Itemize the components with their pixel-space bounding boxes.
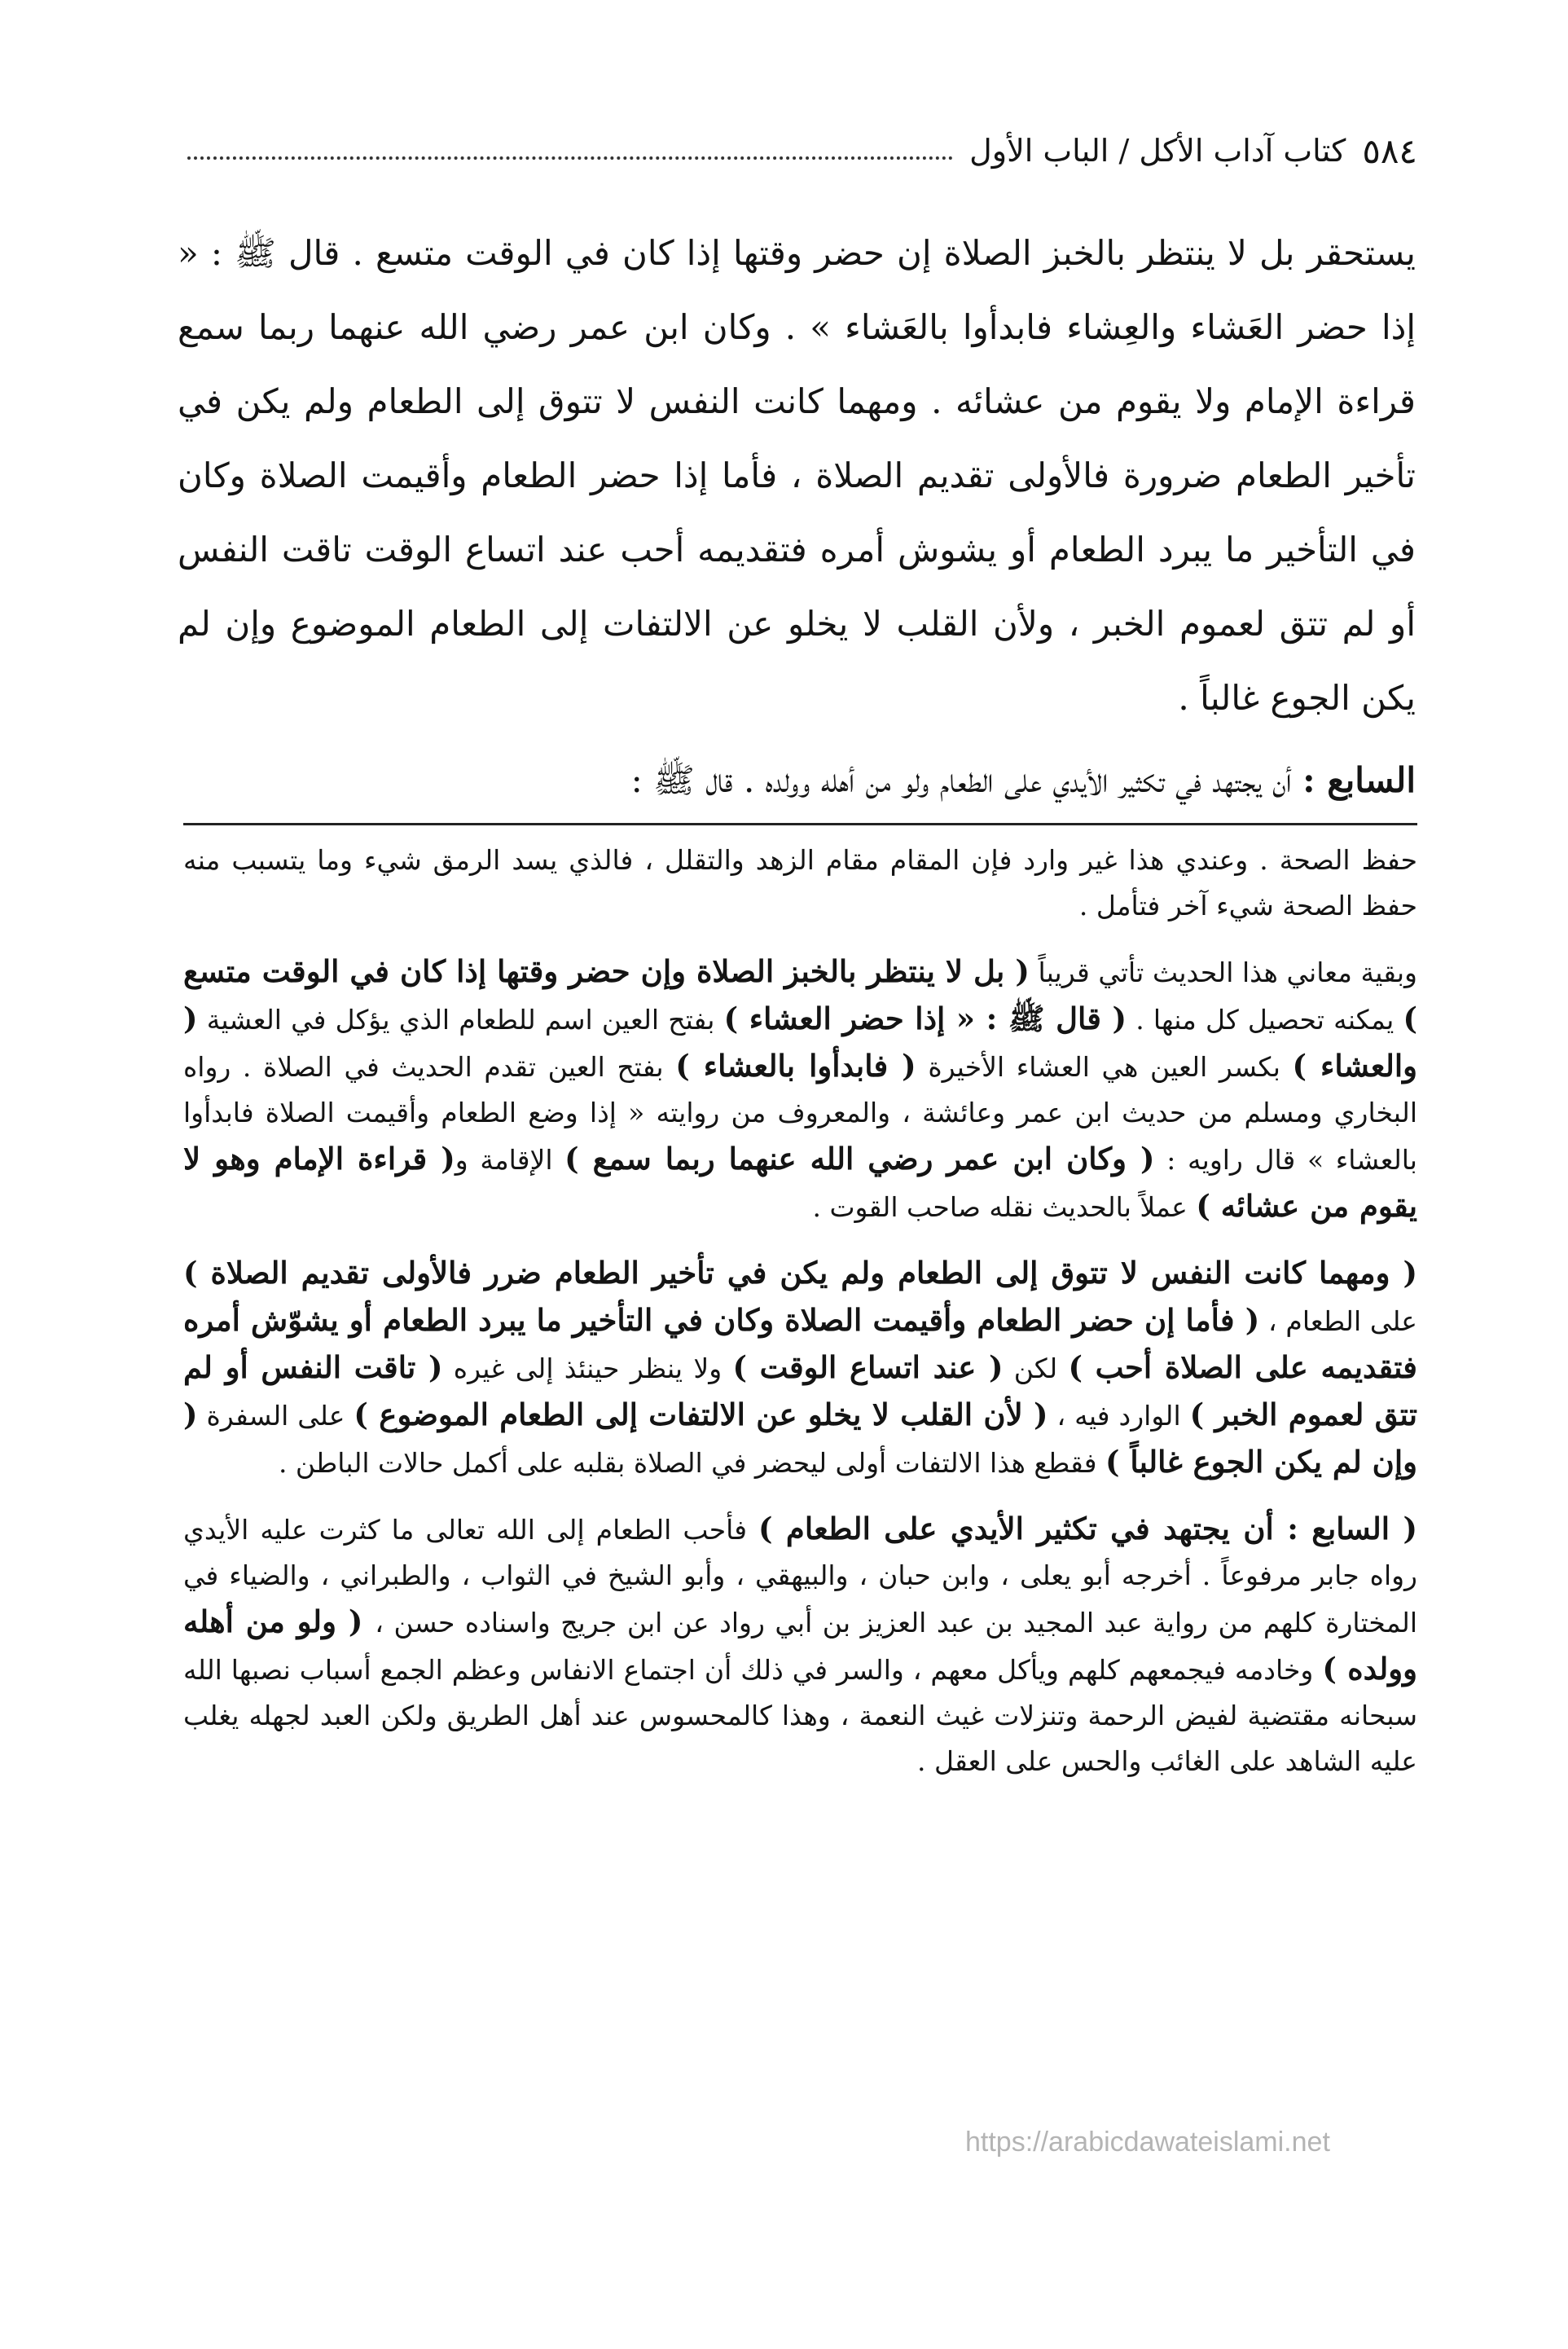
quoted-text: ( ومهما كانت النفس لا تتوق إلى الطعام ولم يكن في تأخير الطعام ضرر فالأولى تقديم الصلاة ) <box>183 1255 1417 1291</box>
commentary-text: وخادمه فيجمعهم كلهم ويأكل معهم ، والسر في ذلك أن اجتماع الانفاس وعظم الجمع أسباب نصبها الله سبحانه مقتضية لفيض الرحمة وتنزلات غيث النعمة ، وهذا كالمحسوس عند أهل الطريق ولكن العبد لجهله يغلب عليه الشاهد على الغائب والحس على العقل . <box>183 1654 1417 1777</box>
commentary-text: الوارد فيه ، <box>1056 1400 1190 1432</box>
quoted-text: ( فأما إن حضر الطعام وأقيمت الصلاة وكان في التأخير ما يبرد الطعام أو يشوّش أمره فتقديمه على الصلاة أحب ) <box>183 1302 1417 1385</box>
quoted-text: ( فابدأوا بالعشاء ) <box>675 1048 916 1084</box>
commentary-text: بكسر العين هي العشاء الأخيرة <box>928 1051 1293 1083</box>
commentary-section <box>183 838 1417 1804</box>
commentary-text: بفتح العين اسم للطعام الذي يؤكل في العشية <box>206 1004 724 1036</box>
page-number: ٥٨٤ <box>1362 130 1417 171</box>
commentary-text: فأحب الطعام إلى الله تعالى ما كثرت عليه الأيدي رواه جابر مرفوعاً . أخرجه أبو يعلى ، وابن حبان ، والبيهقي ، وأبو الشيخ في الثواب ، والطبراني ، والضياء في المختارة كلهم من رواية عبد المجيد بن عبد العزيز بن أبي رواد عن ابن جريج واسناده حسن ، <box>183 1514 1418 1639</box>
quoted-text: ( وإن لم يكن الجوع غالباً ) <box>183 1397 1417 1480</box>
quoted-text: ( ولو من أهله وولده ) <box>183 1603 1418 1687</box>
running-title: كتاب آداب الأكل / الباب الأول <box>969 133 1346 169</box>
commentary-text: عملاً بالحديث نقله صاحب القوت . <box>812 1191 1197 1223</box>
quoted-text: ( السابع : أن يجتهد في تكثير الأيدي على الطعام ) <box>758 1511 1418 1546</box>
main-text <box>178 216 1416 817</box>
commentary-text: على الطعام ، <box>1268 1305 1417 1337</box>
footnote-divider <box>183 823 1417 825</box>
main-paragraph: يستحقر بل لا ينتظر بالخبز الصلاة إن حضر وقتها إذا كان في الوقت متسع . قال ﷺ : « إذا حضر العَشاء والعِشاء فابدأوا بالعَشاء » . وكان ابن عمر رضي الله عنهما ربما سمع قراءة الإمام ولا يقوم من عشائه . ومهما كانت النفس لا تتوق إلى الطعام ولم يكن في تأخير الطعام ضرورة فالأولى تقديم الصلاة ، فأما إذا حضر الطعام وأقيمت الصلاة وكان في التأخير ما يبرد الطعام أو يشوش أمره فتقديمه أحب عند اتساع الوقت تاقت النفس أو لم تتق لعموم الخبر ، ولأن القلب لا يخلو عن الالتفات إلى الطعام الموضوع وإن لم يكن الجوع غالباً . <box>178 233 1416 718</box>
watermark-url: https://arabicdawateislami.net <box>965 2127 1330 2158</box>
section-label: السابع : <box>1302 760 1416 800</box>
commentary-text: على السفرة <box>206 1400 354 1432</box>
commentary-text: الإقامة و <box>455 1144 565 1176</box>
quoted-text: ( قال ﷺ : « إذا حضر العشاء ) <box>723 1001 1127 1036</box>
commentary-paragraph: حفظ الصحة . وعندي هذا غير وارد فإن المقام مقام الزهد والتقلل ، فالذي يسد الرمق شيء وما يتسبب منه حفظ الصحة شيء آخر فتأمل . <box>183 844 1417 922</box>
commentary-paragraph <box>183 1250 1417 1486</box>
page-header <box>171 122 1417 179</box>
commentary-text: لكن <box>1013 1353 1069 1384</box>
header-dot-leader <box>187 156 953 160</box>
quoted-text: ( تاقت النفس أو لم تتق لعموم الخبر ) <box>183 1349 1418 1432</box>
quoted-text: ( وكان ابن عمر رضي الله عنهما ربما سمع ) <box>564 1141 1155 1177</box>
section-text: أن يجتهد في تكثير الأيدي على الطعام ولو من أهله وولده . قال ﷺ : <box>630 760 1303 800</box>
quoted-text: ( لأن القلب لا يخلو عن الالتفات إلى الطعام الموضوع ) <box>354 1397 1048 1432</box>
commentary-text: يمكنه تحصيل كل منها . <box>1135 1004 1403 1036</box>
commentary-paragraph <box>183 1506 1417 1784</box>
quoted-text: ( عند اتساع الوقت ) <box>732 1349 1004 1385</box>
commentary-text: بفتح العين تقدم الحديث في الصلاة . رواه البخاري ومسلم من حديث ابن عمر وعائشة ، والمعروف من روايته « إذا وضع الطعام وأقيمت الصلاة فابدأوا بالعشاء » قال راويه : <box>183 1051 1417 1176</box>
commentary-paragraph <box>183 948 1417 1230</box>
quoted-text: ( قراءة الإمام وهو لا يقوم من عشائه ) <box>183 1141 1417 1224</box>
commentary-text: ولا ينظر حينئذ إلى غيره <box>453 1353 733 1384</box>
quoted-text: ( بل لا ينتظر بالخبز الصلاة وإن حضر وقتها إذا كان في الوقت متسع ) <box>183 953 1417 1036</box>
quoted-text: ( والعشاء ) <box>183 1001 1417 1084</box>
main-paragraph <box>178 743 1416 817</box>
commentary-text: وبقية معاني هذا الحديث تأتي قريباً <box>1038 957 1417 988</box>
commentary-text: فقطع هذا الالتفات أولى ليحضر في الصلاة بقلبه على أكمل حالات الباطن . <box>278 1447 1105 1479</box>
